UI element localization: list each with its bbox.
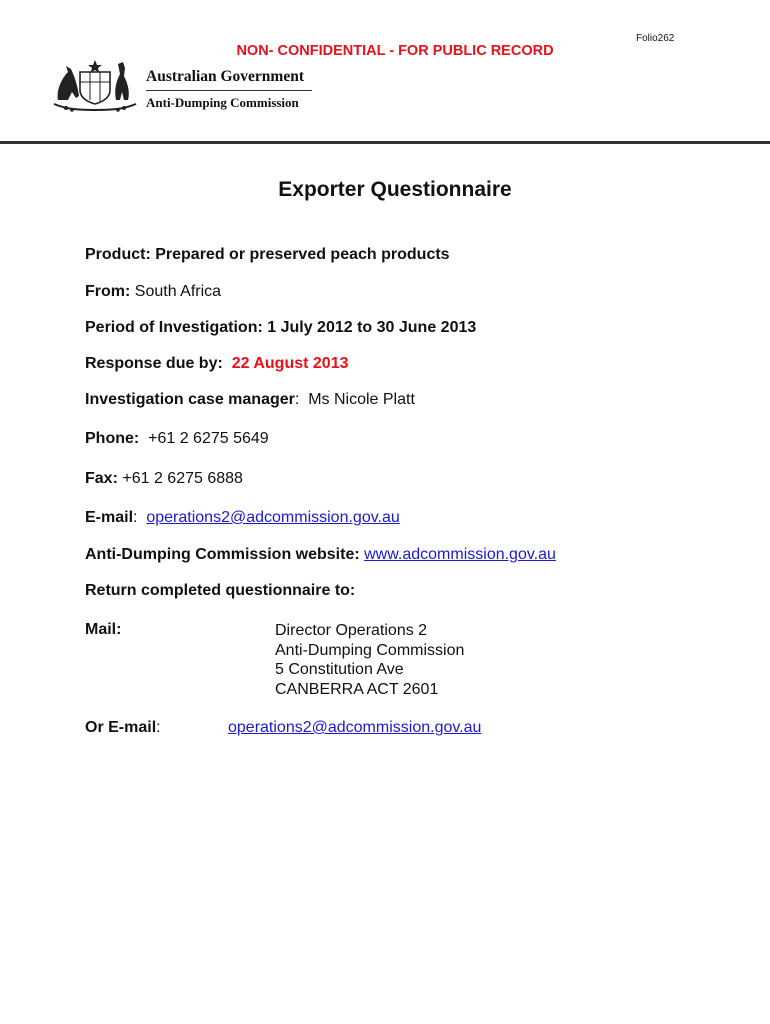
or-email-label: Or E-mail [85, 719, 157, 736]
product-line [85, 246, 450, 264]
fax-value: +61 2 6275 6888 [122, 470, 243, 487]
manager-label: Investigation case manager [85, 391, 295, 408]
manager-value: Ms Nicole Platt [308, 391, 415, 408]
or-email-link[interactable]: operations2@adcommission.gov.au [228, 719, 482, 736]
website-line [85, 546, 556, 564]
from-line [85, 283, 221, 301]
mail-label: Mail: [85, 621, 122, 638]
address-line: Director Operations 2 [275, 622, 428, 639]
fax-line [85, 470, 243, 488]
product-label: Product: [85, 246, 151, 263]
website-label: Anti-Dumping Commission website: [85, 546, 360, 563]
from-label: From: [85, 283, 131, 300]
due-line [85, 355, 349, 373]
address-line: CANBERRA ACT 2601 [275, 680, 439, 698]
agency-name: Anti-Dumping Commission [146, 95, 299, 110]
manager-line: Investigation case manager: Ms Nicole Platt [85, 391, 415, 408]
website-link[interactable]: www.adcommission.gov.au [364, 546, 556, 563]
from-value: South Africa [134, 283, 222, 300]
phone-line [85, 430, 269, 448]
phone-label: Phone: [85, 430, 140, 447]
page-title: Exporter Questionnaire [278, 178, 512, 201]
due-date: 22 August 2013 [231, 355, 349, 372]
period-value: 1 July 2012 to 30 June 2013 [267, 319, 477, 336]
or-email-line: Or E-mail: [85, 719, 161, 736]
classification-banner: NON- CONFIDENTIAL - FOR PUBLIC RECORD [236, 43, 554, 59]
email-label: E-mail [85, 509, 134, 526]
or-email-link-wrap [228, 719, 481, 737]
government-name: Australian Government [146, 68, 305, 85]
header-underline [146, 90, 312, 91]
folio-number: Folio262 [636, 33, 675, 44]
period-line [85, 319, 476, 337]
header-divider [0, 141, 770, 144]
coat-of-arms-icon [52, 56, 138, 114]
fax-label: Fax: [85, 470, 118, 487]
product-value: Prepared or preserved peach products [155, 246, 450, 263]
return-heading: Return completed questionnaire to: [85, 582, 356, 599]
period-label: Period of Investigation: [85, 319, 263, 336]
address-line: 5 Constitution Ave [275, 661, 404, 678]
due-label: Response due by: [85, 355, 223, 372]
mailing-address [275, 621, 464, 699]
email-link[interactable]: operations2@adcommission.gov.au [146, 509, 400, 526]
address-line: Anti-Dumping Commission [275, 641, 465, 659]
email-line: E-mail: operations2@adcommission.gov.au [85, 509, 400, 526]
phone-value: +61 2 6275 5649 [148, 430, 269, 447]
